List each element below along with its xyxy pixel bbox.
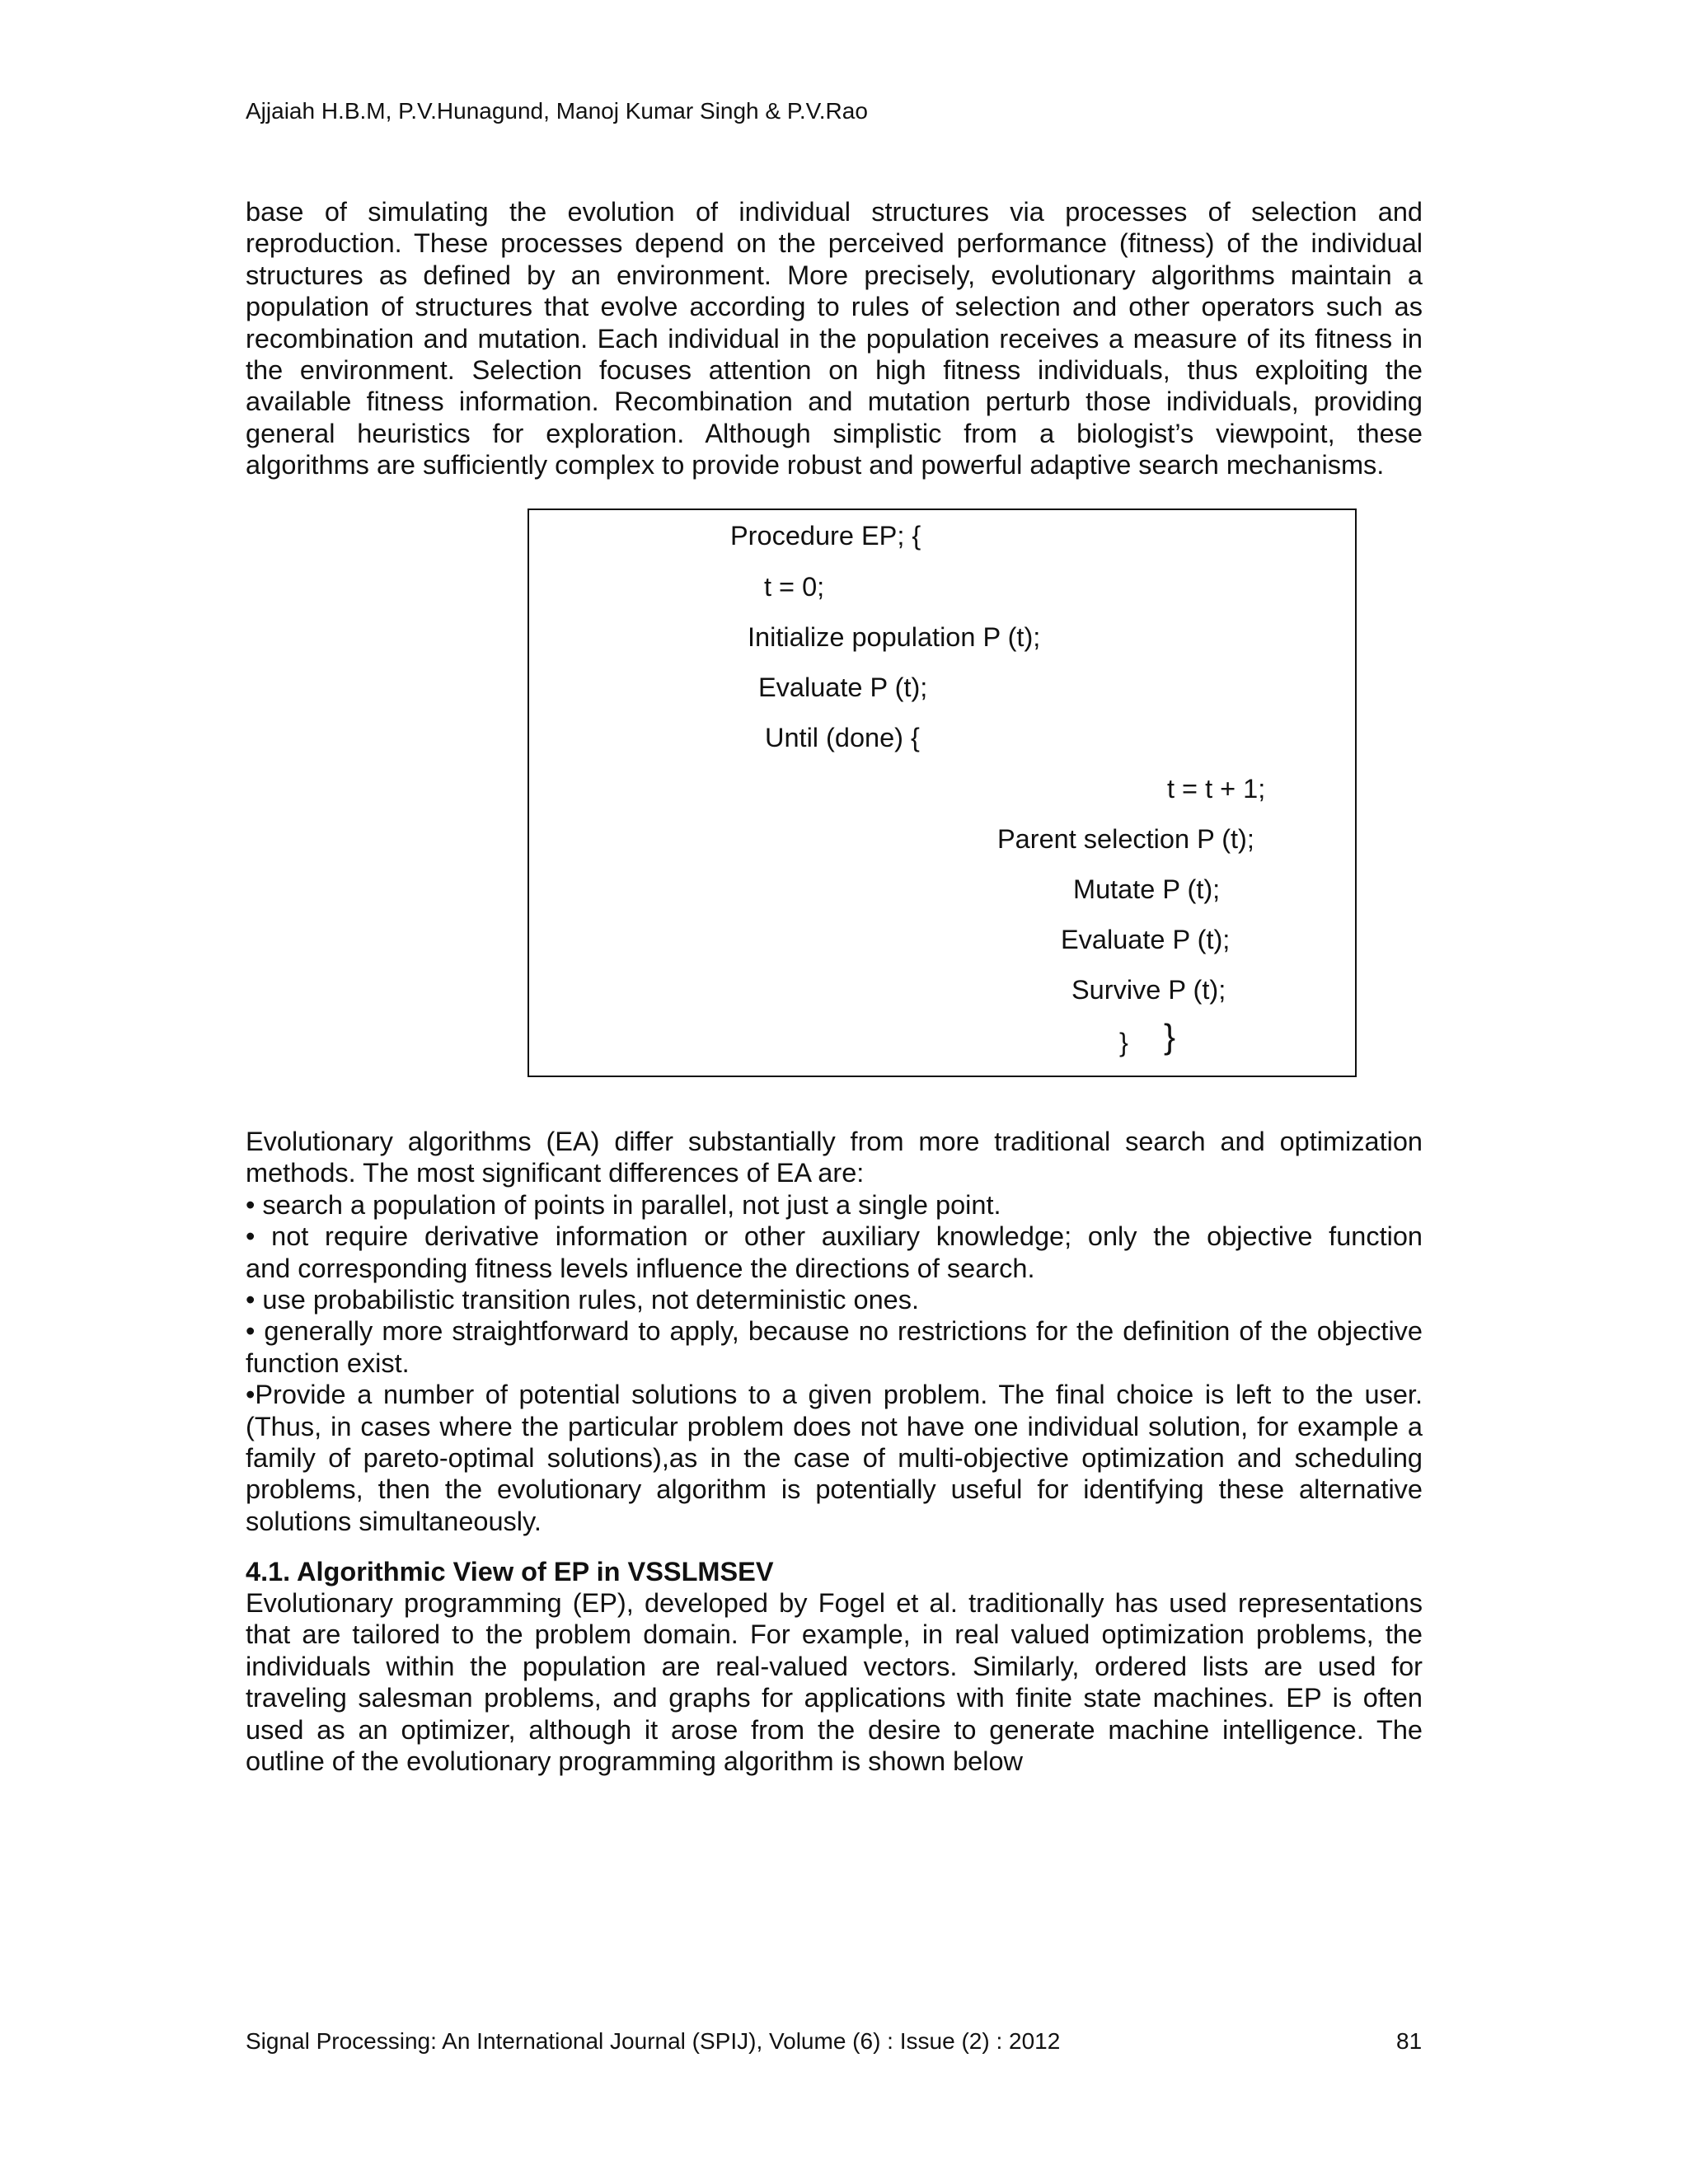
- procedure-line: Until (done) {: [765, 723, 920, 752]
- procedure-line: Mutate P (t);: [1073, 874, 1221, 904]
- intro-line: general heuristics for exploration. Although simplistic from a biologist’s viewpoint, these: [246, 418, 1423, 448]
- ea-line: and corresponding fitness levels influence the directions of search.: [246, 1253, 1035, 1283]
- ea-line: family of pareto-optimal solutions),as in the case of multi-objective optimization and scheduling: [246, 1443, 1423, 1474]
- intro-paragraph: [246, 196, 1423, 481]
- procedure-line: Procedure EP; {: [730, 521, 921, 551]
- procedure-line: t = 0;: [764, 572, 825, 602]
- procedure-line: Survive P (t);: [1071, 975, 1226, 1005]
- ea-line: methods. The most significant differences of EA are:: [246, 1158, 865, 1188]
- section-heading: 4.1. Algorithmic View of EP in VSSLMSEV: [246, 1557, 774, 1586]
- section-line: outline of the evolutionary programming algorithm is shown below: [246, 1746, 1023, 1777]
- procedure-line: Evaluate P (t);: [758, 673, 928, 702]
- ea-bullet: • not require derivative information or other auxiliary knowledge; only the objective function: [246, 1221, 1423, 1252]
- ea-line: (Thus, in cases where the particular problem does not have one individual solution, for example a: [246, 1411, 1423, 1441]
- section-line: traveling salesman problems, and graphs for applications with finite state machines. EP is often: [246, 1683, 1423, 1713]
- section-paragraph: [246, 1587, 1423, 1777]
- ea-line: problems, then the evolutionary algorithm is potentially useful for identifying these alternative: [246, 1474, 1423, 1505]
- ea-line: solutions simultaneously.: [246, 1506, 542, 1536]
- intro-line: reproduction. These processes depend on the perceived performance (fitness) of the individual: [246, 228, 1423, 259]
- intro-line: available fitness information. Recombination and mutation perturb those individuals, providing: [246, 387, 1423, 417]
- closing-brace: }: [1164, 1017, 1176, 1056]
- ea-bullet: • use probabilistic transition rules, not deterministic ones.: [246, 1285, 920, 1315]
- section-line: Evolutionary programming (EP), developed by Fogel et al. traditionally has used representations: [246, 1588, 1423, 1618]
- running-header: Ajjaiah H.B.M, P.V.Hunagund, Manoj Kumar Singh & P.V.Rao: [246, 98, 868, 124]
- ea-line: Evolutionary algorithms (EA) differ substantially from more traditional search and optimization: [246, 1127, 1423, 1156]
- closing-brace: }: [1119, 1028, 1128, 1057]
- ea-bullet: • generally more straightforward to apply, because no restrictions for the definition of the objective: [246, 1316, 1423, 1347]
- section-line: used as an optimizer, although it arose from the desire to generate machine intelligence. The: [246, 1714, 1423, 1745]
- ea-bullet: • search a population of points in parallel, not just a single point.: [246, 1189, 1001, 1220]
- section-line: individuals within the population are real-valued vectors. Similarly, ordered lists are used for: [246, 1651, 1423, 1681]
- ea-paragraph: [246, 1126, 1423, 1537]
- section-line: that are tailored to the problem domain. For example, in real valued optimization problems, the: [246, 1619, 1423, 1650]
- intro-line: base of simulating the evolution of individual structures via processes of selection and: [246, 197, 1423, 227]
- journal-footer: Signal Processing: An International Journal (SPIJ), Volume (6) : Issue (2) : 2012: [246, 2028, 1061, 2054]
- ea-line: function exist.: [246, 1347, 410, 1378]
- procedure-line: Parent selection P (t);: [997, 824, 1254, 854]
- intro-line: the environment. Selection focuses attention on high fitness individuals, thus exploiting the: [246, 355, 1423, 386]
- ea-bullet: •Provide a number of potential solutions to a given problem. The final choice is left to the user.: [246, 1380, 1423, 1410]
- intro-line: structures as defined by an environment. More precisely, evolutionary algorithms maintain a: [246, 260, 1423, 290]
- page-number: 81: [1396, 2028, 1423, 2054]
- intro-line: population of structures that evolve according to rules of selection and other operators such as: [246, 292, 1423, 322]
- intro-line: algorithms are sufficiently complex to provide robust and powerful adaptive search mechanisms.: [246, 450, 1385, 480]
- procedure-line: Initialize population P (t);: [748, 622, 1041, 652]
- procedure-line: Evaluate P (t);: [1061, 925, 1231, 954]
- intro-line: recombination and mutation. Each individual in the population receives a measure of its fitness in: [246, 323, 1423, 354]
- procedure-line: t = t + 1;: [1167, 774, 1266, 804]
